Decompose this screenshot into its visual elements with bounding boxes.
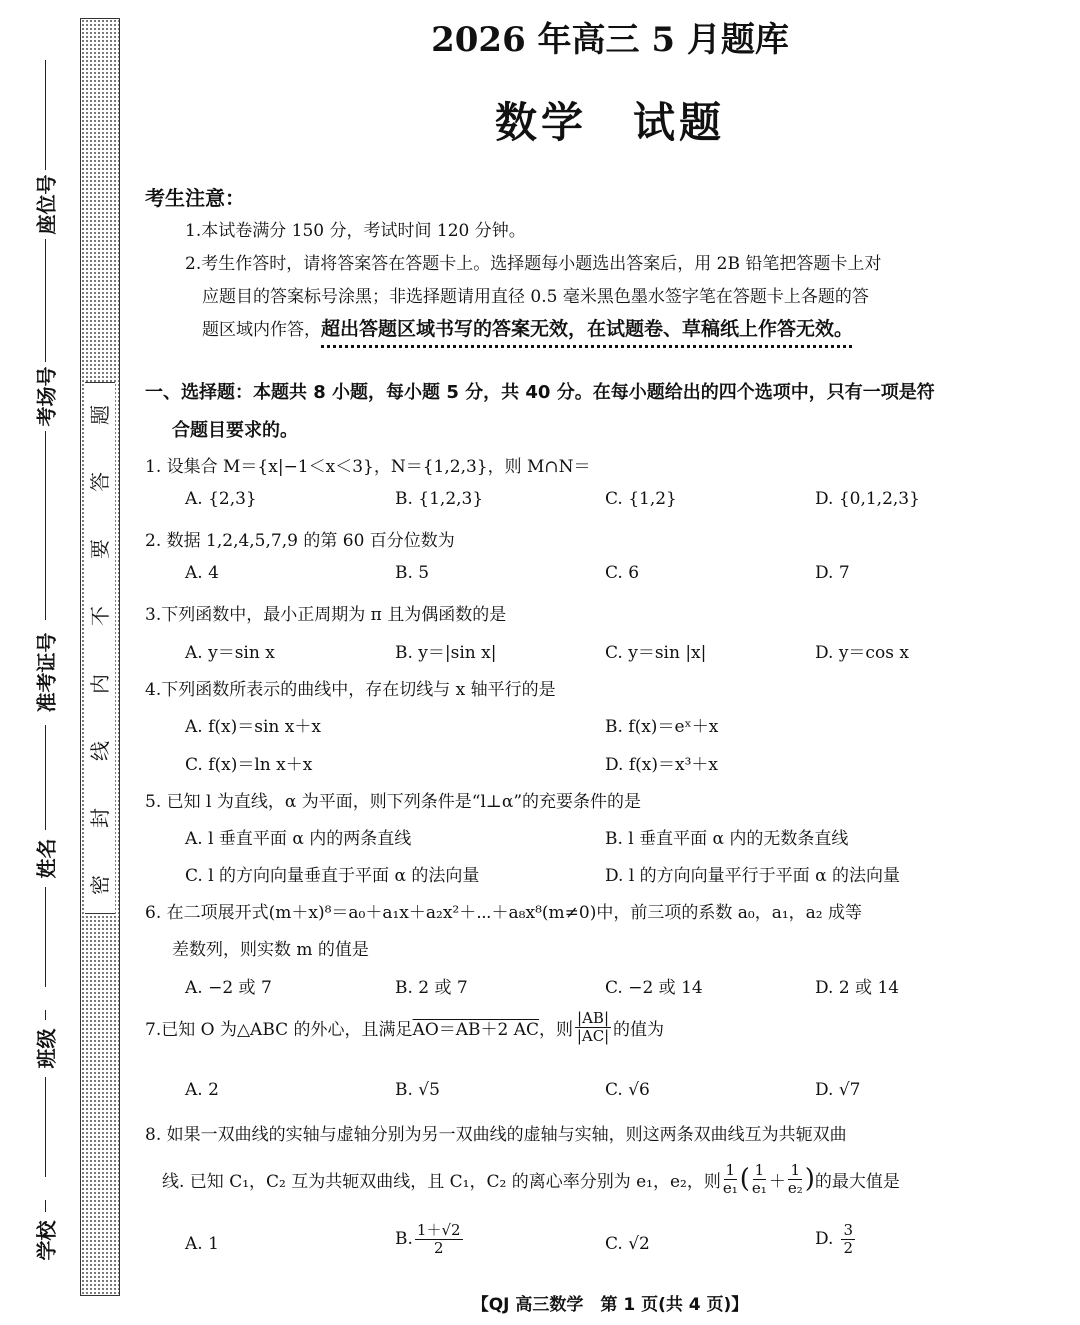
question-6-option-d[interactable]: D. 2 或 14 (815, 978, 900, 998)
notice-item-1: 1.本试卷满分 150 分，考试时间 120 分钟。 (185, 221, 526, 241)
class-field[interactable] (30, 1010, 60, 1177)
question-3-stem: 3.下列函数中，最小正周期为 π 且为偶函数的是 (145, 605, 507, 625)
fraction-denominator: 2 (843, 1238, 853, 1257)
option-b-fraction (415, 1222, 463, 1256)
plus-sign: ＋ (768, 1171, 786, 1192)
question-5-option-a[interactable]: A. l 垂直平面 α 内的两条直线 (185, 829, 412, 849)
option-letter: B. (395, 1229, 413, 1249)
question-1-option-a[interactable]: A. {2,3} (185, 489, 257, 509)
fraction-denominator: |AC| (576, 1026, 610, 1045)
expression-fraction-3 (788, 1162, 803, 1196)
school-label: 学校 (34, 1220, 59, 1261)
notice-item-2-line-2: 应题目的答案标号涂黑；非选择题请用直径 0.5 毫米黑色墨水签字笔在答题卡上各题的答 (202, 287, 869, 307)
question-8-option-a[interactable]: A. 1 (185, 1234, 219, 1254)
question-3-option-a[interactable]: A. y＝sin x (185, 643, 275, 663)
question-4-option-d[interactable]: D. f(x)＝x³＋x (605, 755, 718, 775)
right-paren: ) (804, 1164, 815, 1194)
seal-char: 线 (88, 740, 112, 761)
fraction-denominator: e₂ (787, 1178, 803, 1197)
seal-char: 不 (88, 606, 112, 627)
question-7-option-b[interactable]: B. √5 (395, 1080, 440, 1100)
question-5-option-c[interactable]: C. l 的方向向量垂直于平面 α 的法向量 (185, 866, 480, 886)
question-2-stem: 2. 数据 1,2,4,5,7,9 的第 60 百分位数为 (145, 531, 455, 551)
left-paren: ( (739, 1164, 750, 1194)
question-8-stem-line-2 (162, 1162, 900, 1196)
question-1-option-b[interactable]: B. {1,2,3} (395, 489, 484, 509)
question-6-stem-line-2: 差数列，则实数 m 的值是 (172, 940, 369, 960)
question-1-stem: 1. 设集合 M＝{x|−1＜x＜3}，N＝{1,2,3}，则 M∩N＝ (145, 457, 591, 477)
question-1-option-c[interactable]: C. {1,2} (605, 489, 677, 509)
class-label: 班级 (34, 1028, 59, 1069)
question-2-option-a[interactable]: A. 4 (185, 563, 219, 583)
question-2-option-c[interactable]: C. 6 (605, 563, 640, 583)
question-8-stem-line-1: 8. 如果一双曲线的实轴与虚轴分别为另一双曲线的虚轴与实轴，则这两条双曲线互为共轭双曲 (145, 1125, 847, 1145)
subject-name: 数学 (494, 98, 587, 147)
fraction-denominator: e₁ (722, 1178, 738, 1197)
question-6-option-c[interactable]: C. −2 或 14 (605, 978, 703, 998)
question-4-stem: 4.下列函数所表示的曲线中，存在切线与 x 轴平行的是 (145, 680, 556, 700)
notice-emphasis: 超出答题区域书写的答案无效，在试题卷、草稿纸上作答无效。 (321, 318, 854, 340)
name-label: 姓名 (34, 838, 59, 879)
question-7-text-b: ，则 (539, 1019, 574, 1040)
question-4-option-c[interactable]: C. f(x)＝ln x＋x (185, 755, 313, 775)
fraction-numerator: 1 (754, 1161, 765, 1179)
question-3-option-c[interactable]: C. y＝sin |x| (605, 643, 707, 663)
fraction-denominator: 2 (433, 1238, 444, 1257)
exam-title: 2026 年高三 5 月题库 (431, 20, 789, 60)
expression-fraction-2 (752, 1162, 767, 1196)
question-7-option-a[interactable]: A. 2 (185, 1080, 219, 1100)
exam-room-field[interactable] (30, 262, 60, 581)
admission-number-field[interactable] (30, 580, 60, 815)
option-d-fraction (841, 1222, 855, 1256)
section-heading-line-2: 合题目要求的。 (172, 420, 298, 441)
question-8-option-c[interactable]: C. √2 (605, 1234, 650, 1254)
question-8-text-a: 线. 已知 C₁，C₂ 互为共轭双曲线，且 C₁，C₂ 的离心率分别为 e₁，e₂，则 (162, 1171, 721, 1192)
question-6-option-a[interactable]: A. −2 或 7 (185, 978, 272, 998)
fraction-numerator: 1 (725, 1161, 736, 1179)
question-6-stem-line-1: 6. 在二项展开式(m＋x)⁸＝a₀＋a₁x＋a₂x²＋⋯＋a₈x⁸(m≠0)中，前三项的系数 a₀，a₁，a₂ 成等 (145, 903, 863, 923)
school-field[interactable] (30, 1200, 60, 1269)
exam-room-label: 考场号 (34, 366, 59, 427)
seal-char: 答 (88, 472, 112, 493)
fraction-numerator: |AB| (577, 1009, 610, 1027)
question-8-option-b[interactable] (395, 1222, 465, 1256)
fraction-numerator: 3 (843, 1221, 853, 1239)
question-1-option-d[interactable]: D. {0,1,2,3} (815, 489, 920, 509)
question-8-text-b: 的最大值是 (814, 1171, 900, 1192)
seal-line-text (85, 382, 115, 914)
paper-type: 试题 (633, 98, 726, 147)
question-2-option-b[interactable]: B. 5 (395, 563, 430, 583)
notice-title: 考生注意： (145, 186, 245, 210)
question-4-option-b[interactable]: B. f(x)＝eˣ＋x (605, 717, 719, 737)
question-3-option-b[interactable]: B. y＝|sin x| (395, 643, 497, 663)
question-7-text-c: 的值为 (613, 1019, 665, 1040)
seal-char: 题 (88, 405, 112, 425)
seal-char: 封 (88, 807, 112, 828)
question-3-option-d[interactable]: D. y＝cos x (815, 643, 909, 663)
seat-number-field[interactable] (30, 60, 60, 279)
question-5-stem: 5. 已知 l 为直线，α 为平面，则下列条件是“l⊥α”的充要条件的是 (145, 792, 642, 812)
question-2-option-d[interactable]: D. 7 (815, 563, 850, 583)
question-6-option-b[interactable]: B. 2 或 7 (395, 978, 468, 998)
option-letter: D. (815, 1229, 834, 1249)
notice-item-2-line-1: 2.考生作答时，请将答案答在答题卡上。选择题每小题选出答案后，用 2B 铅笔把答题卡上对 (185, 254, 882, 274)
seal-char: 内 (88, 673, 112, 694)
expression-fraction-1 (723, 1162, 738, 1196)
seal-char: 密 (88, 874, 112, 895)
question-7-option-c[interactable]: C. √6 (605, 1080, 650, 1100)
question-5-option-d[interactable]: D. l 的方向向量平行于平面 α 的法向量 (605, 866, 900, 886)
question-7-ratio-fraction (575, 1010, 611, 1044)
question-7-text-a: 7.已知 O 为△ABC 的外心，且满足 (145, 1019, 413, 1040)
fraction-numerator: 1 (790, 1161, 801, 1179)
question-5-option-b[interactable]: B. l 垂直平面 α 内的无数条直线 (605, 829, 849, 849)
question-8-option-d[interactable] (815, 1222, 857, 1256)
section-heading-line-1: 一、选择题：本题共 8 小题，每小题 5 分，共 40 分。在每小题给出的四个选项中，只有一项是符 (145, 382, 935, 403)
seat-number-label: 座位号 (34, 174, 59, 235)
subject-title (140, 90, 1080, 150)
question-4-option-a[interactable]: A. f(x)＝sin x＋x (185, 717, 321, 737)
notice-item-2-line-3 (202, 314, 853, 341)
name-field[interactable] (30, 790, 60, 987)
fraction-denominator: e₁ (751, 1178, 767, 1197)
question-7-option-d[interactable]: D. √7 (815, 1080, 861, 1100)
seal-char: 要 (88, 539, 112, 560)
admission-number-label: 准考证号 (34, 632, 59, 713)
question-7-vector-equation: AO＝AB＋2 AC (412, 1019, 540, 1040)
fraction-numerator: 1＋√2 (416, 1221, 461, 1239)
notice-text: 题区域内作答， (202, 320, 321, 340)
page-footer: 【QJ 高三数学 第 1 页(共 4 页)】 (471, 1295, 749, 1315)
question-7-stem (145, 1010, 664, 1044)
